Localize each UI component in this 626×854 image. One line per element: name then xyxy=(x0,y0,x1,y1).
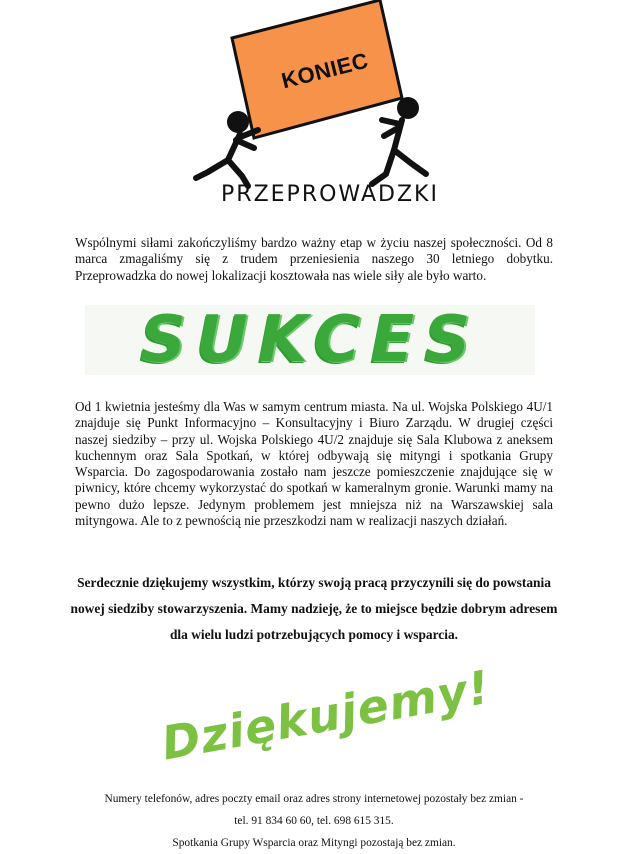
stick-figure-left-icon xyxy=(196,111,258,186)
sukces-banner xyxy=(85,305,535,375)
moving-illustration xyxy=(150,0,470,215)
footer-line-2: tel. 91 834 60 60, tel. 698 615 315. xyxy=(234,815,394,827)
dziekujemy-lettering: Dziękujemy! xyxy=(157,659,495,771)
footer-line-1: Numery telefonów, adres poczty email oraz adres strony internetowej pozostały bez zmian - xyxy=(104,793,524,805)
intro-paragraph: Wspólnymi siłami zakończyliśmy bardzo ważny etap w życiu naszej społeczności. Od 8 marca zmagaliśmy się z trudem przeniesienia naszego 30 letniego dobytku. Przeprowadzka do nowej lokalizacji kosztowała nas wiele siły ale było warto. xyxy=(75,235,553,283)
box-carriers-drawing xyxy=(150,0,470,190)
box-label: KONIEC xyxy=(278,47,371,94)
footer-line-3: Spotkania Grupy Wsparcia oraz Mityngi pozostają bez zmian. xyxy=(172,837,456,849)
location-paragraph: Od 1 kwietnia jesteśmy dla Was w samym centrum miasta. Na ul. Wojska Polskiego 4U/1 znajduje się Punkt Informacyjno – Konsultacyjny i Biuro Zarządu. W drugiej części naszej siedziby – przy ul. Wojska Polskiego 4U/2 znajduje się Sala Klubowa z aneksem kuchennym oraz Sala Spotkań, w której odbywają się mityngi i spotkania Grupy Wsparcia. Do zagospodarowania zostało nam jeszcze pomieszczenie znajdujące się w piwnicy, które chcemy wykorzystać do spotkań w kameralnym gronie. Warunki mamy na pewno dużo lepsze. Jedynym problemem jest mniejsza niż na Warszawskiej sala mityngowa. Ale to z pewnością nie przeszkodzi nam w realizacji naszych działań. xyxy=(75,399,553,529)
moving-title: PRZEPROWADZKI xyxy=(221,182,439,207)
contact-footer xyxy=(68,788,560,854)
stick-figure-right-icon xyxy=(372,97,426,184)
thanks-paragraph: Serdecznie dziękujemy wszystkim, którzy swoją pracą przyczynili się do powstania nowej siedziby stowarzyszenia. Mamy nadzieję, że to miejsce będzie dobrym adresem dla wielu ludzi potrzebujących pomocy i wsparcia. xyxy=(70,575,558,642)
sukces-text: SUKCES xyxy=(139,303,481,377)
